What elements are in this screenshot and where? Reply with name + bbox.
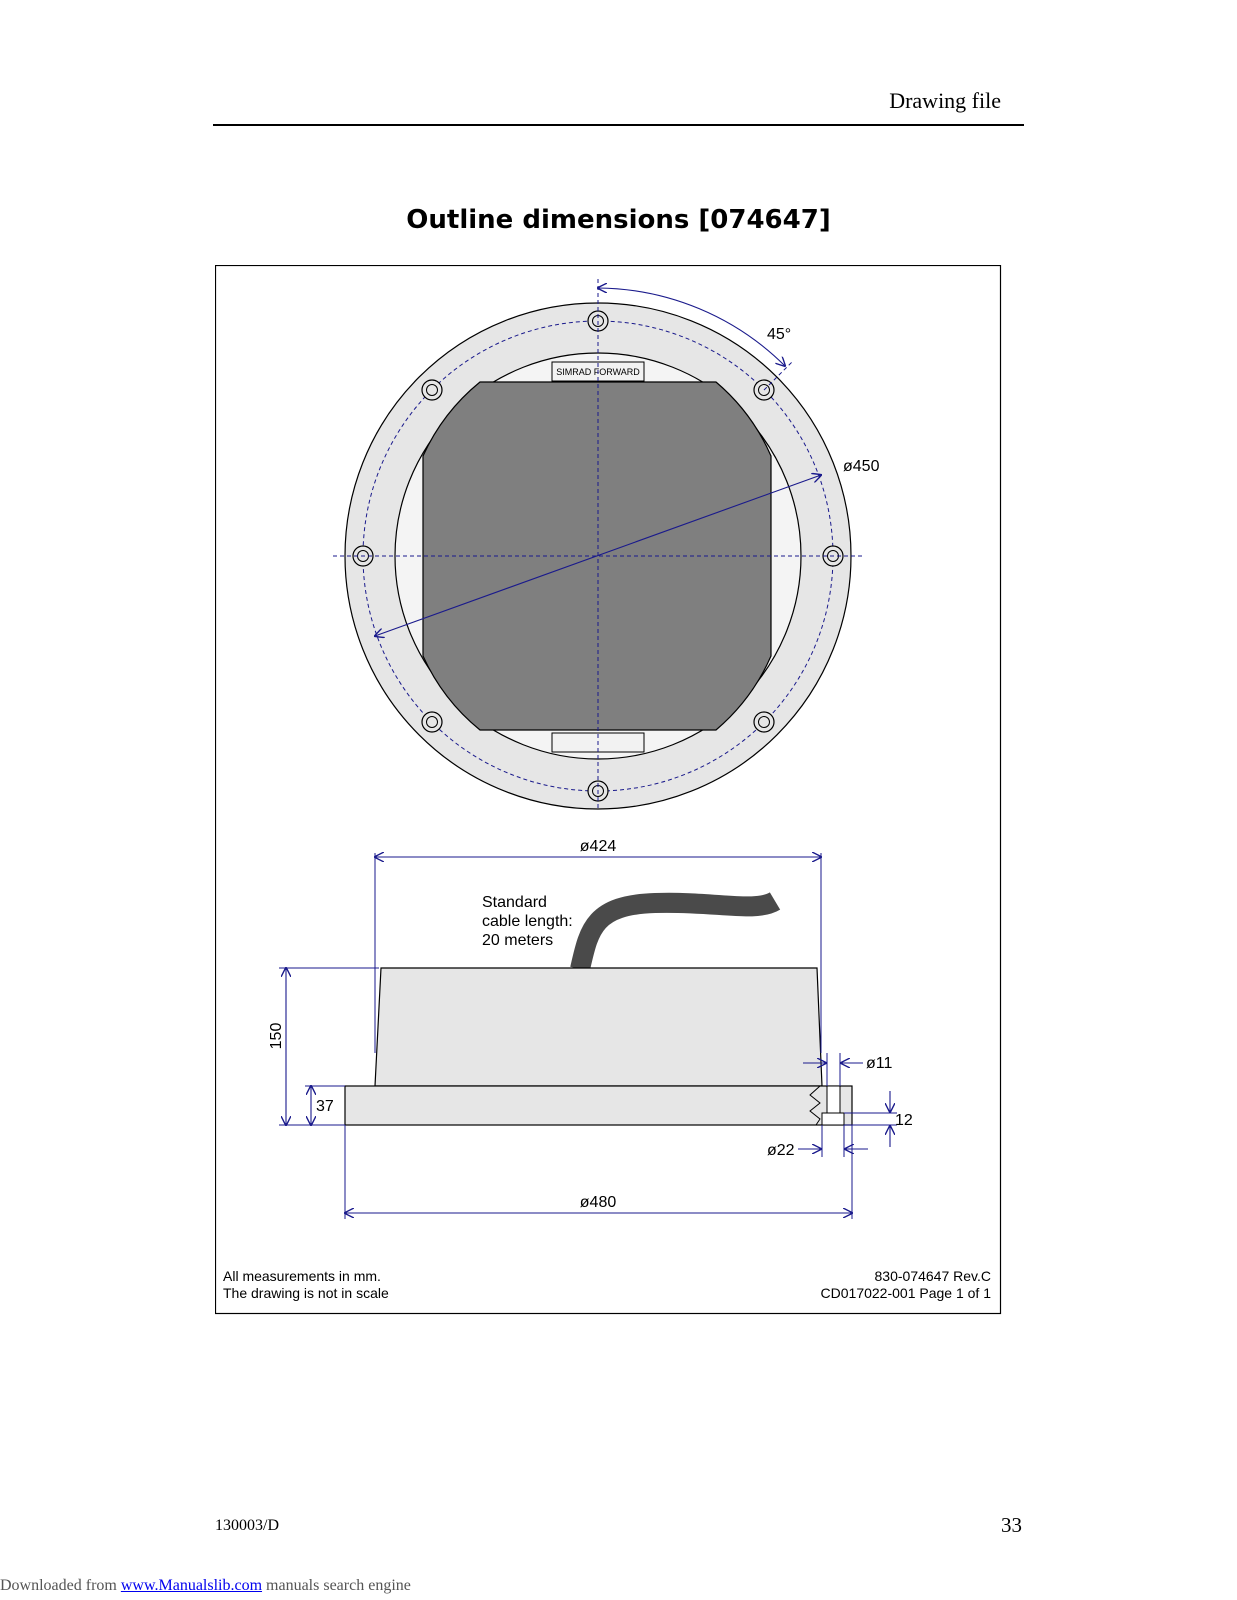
- cable: [580, 901, 775, 969]
- depth-12-label: 12: [895, 1112, 913, 1129]
- drawing-reference: 830-074647 Rev.C: [874, 1268, 991, 1284]
- bolt-hole-135: [754, 712, 774, 732]
- angle-label: 45°: [767, 326, 792, 343]
- diameter-424-label: ø424: [579, 838, 617, 855]
- page-title: Outline dimensions [074647]: [406, 205, 831, 235]
- download-suffix: manuals search engine: [262, 1577, 411, 1594]
- diameter-11-label: ø11: [866, 1055, 893, 1072]
- outline-drawing: [215, 265, 1005, 1315]
- note-units: All measurements in mm.: [223, 1268, 381, 1284]
- cable-note-line3: 20 meters: [482, 932, 554, 949]
- bolt-hole-225: [422, 712, 442, 732]
- height-37-label: 37: [316, 1098, 334, 1115]
- counterbore-section: [822, 1113, 844, 1125]
- diameter-480-label: ø480: [579, 1194, 617, 1211]
- document-id: 130003/D: [215, 1517, 279, 1534]
- manualslib-link[interactable]: www.Manualslib.com: [120, 1577, 263, 1594]
- top-view: [333, 279, 880, 811]
- header-rule: [213, 124, 1024, 126]
- height-150-label: 150: [268, 1022, 285, 1050]
- cable-note-line2: cable length:: [482, 913, 573, 930]
- diameter-22-label: ø22: [767, 1142, 795, 1159]
- download-banner: [0, 1577, 411, 1595]
- bolt-hole-section: [827, 1086, 840, 1113]
- download-prefix: Downloaded from: [0, 1577, 121, 1594]
- cable-note-line1: Standard: [482, 894, 547, 911]
- forward-plate-label: SIMRAD FORWARD: [556, 367, 640, 377]
- page-number: 33: [1001, 1513, 1022, 1537]
- section-header: Drawing file: [889, 88, 1001, 113]
- note-scale: The drawing is not in scale: [223, 1285, 389, 1301]
- diameter-450-label: ø450: [843, 458, 880, 475]
- mounting-flange: [345, 1086, 852, 1125]
- side-view: [268, 838, 913, 1219]
- bolt-hole-315: [422, 380, 442, 400]
- transducer-body: [375, 968, 822, 1086]
- drawing-page-reference: CD017022-001 Page 1 of 1: [820, 1285, 991, 1301]
